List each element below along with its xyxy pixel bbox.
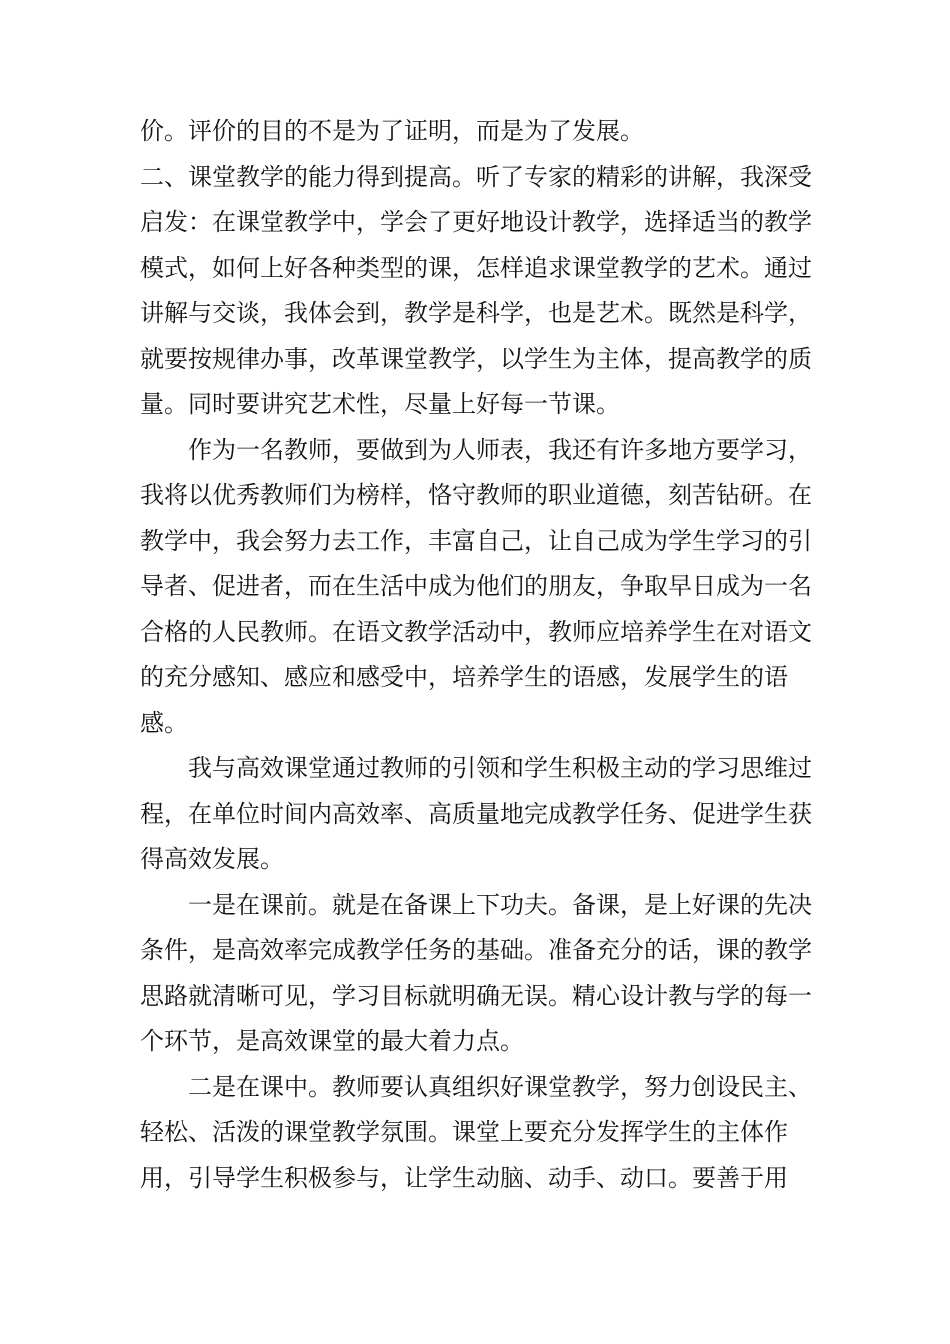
- paragraph-evaluation: 价。评价的目的不是为了证明，而是为了发展。: [140, 117, 644, 145]
- document-body: [140, 109, 820, 1201]
- paragraph-during-class: 二是在课中。教师要认真组织好课堂教学，努力创设民主、轻松、活泼的课堂教学氛围。课堂上要充分发挥学生的主体作用，引导学生积极参与，让学生动脑、动手、动口。要善于用: [140, 1072, 812, 1192]
- paragraph-before-class: 一是在课前。就是在备课上下功夫。备课，是上好课的先决条件，是高效率完成教学任务的基础。准备充分的话，课的教学思路就清晰可见，学习目标就明确无误。精心设计教与学的每一个环节，是高效课堂的最大着力点。: [140, 890, 812, 1055]
- paragraph-teaching-ability: 二、课堂教学的能力得到提高。听了专家的精彩的讲解，我深受启发：在课堂教学中，学会了更好地设计教学，选择适当的教学模式，如何上好各种类型的课，怎样追求课堂教学的艺术。通过讲解与交谈，我体会到，教学是科学，也是艺术。既然是科学，就要按规律办事，改革课堂教学，以学生为主体，提高教学的质量。同时要讲究艺术性，尽量上好每一节课。: [140, 162, 812, 418]
- paragraph-efficient-classroom: 我与高效课堂通过教师的引领和学生积极主动的学习思维过程，在单位时间内高效率、高质量地完成教学任务、促进学生获得高效发展。: [140, 754, 812, 873]
- paragraph-teacher-role: 作为一名教师，要做到为人师表，我还有许多地方要学习，我将以优秀教师们为榜样，恪守教师的职业道德，刻苦钻研。在教学中，我会努力去工作，丰富自己，让自己成为学生学习的引导者、促进者，而在生活中成为他们的朋友，争取早日成为一名合格的人民教师。在语文教学活动中，教师应培养学生在对语文的充分感知、感应和感受中，培养学生的语感，发展学生的语感。: [140, 435, 812, 737]
